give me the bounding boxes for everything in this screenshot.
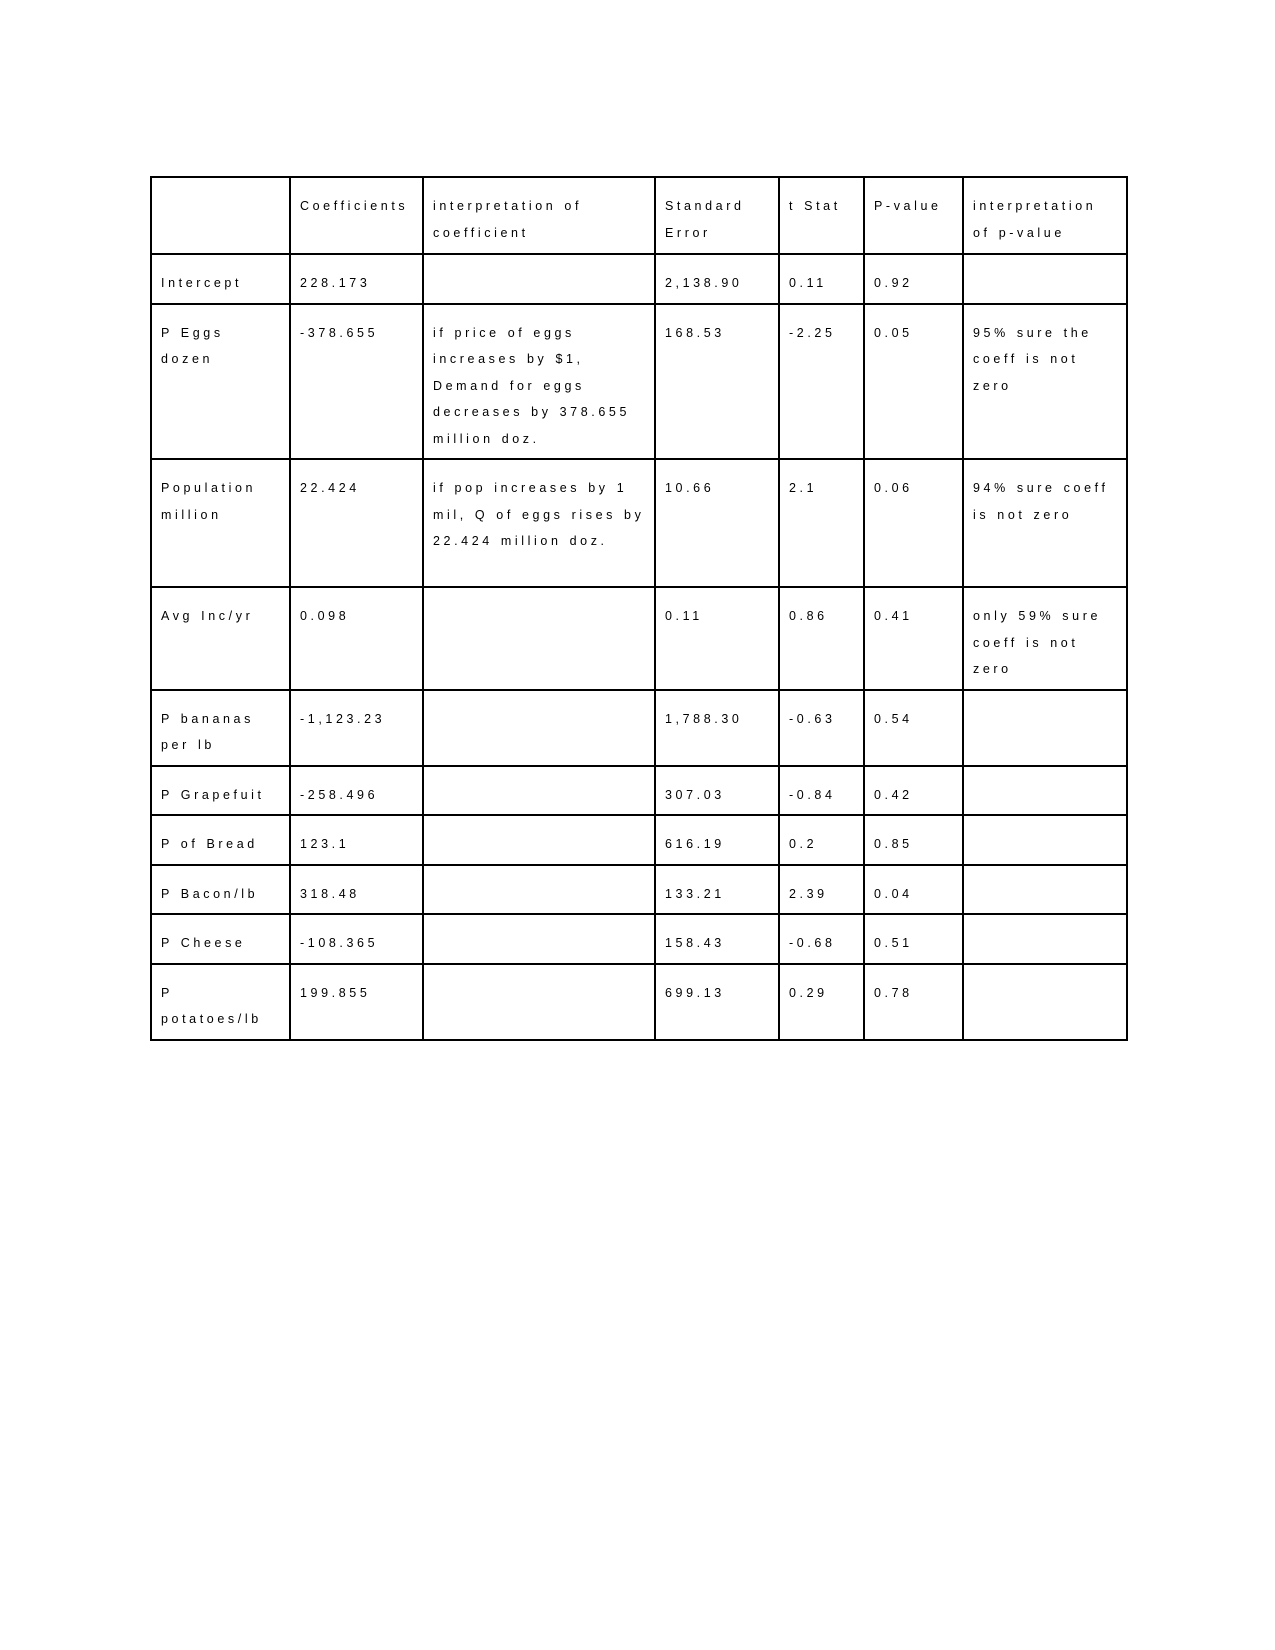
cell-standard-error: 168.53 (655, 304, 779, 460)
table-row (151, 459, 1127, 587)
cell-interpretation (423, 254, 655, 304)
cell-p-interpretation (963, 865, 1127, 915)
header-cell-p-interpretation: interpretation of p-value (963, 177, 1127, 254)
cell-variable: Population million (151, 459, 290, 587)
cell-coefficient: 199.855 (290, 964, 423, 1040)
cell-standard-error: 699.13 (655, 964, 779, 1040)
cell-p-value: 0.41 (864, 587, 963, 690)
cell-p-interpretation (963, 815, 1127, 865)
cell-p-value: 0.04 (864, 865, 963, 915)
cell-p-interpretation (963, 690, 1127, 766)
cell-p-value: 0.92 (864, 254, 963, 304)
table-row (151, 254, 1127, 304)
header-cell-p-value: P-value (864, 177, 963, 254)
cell-standard-error: 133.21 (655, 865, 779, 915)
header-cell-coefficients: Coefficients (290, 177, 423, 254)
cell-interpretation (423, 964, 655, 1040)
cell-variable: Intercept (151, 254, 290, 304)
cell-p-interpretation (963, 254, 1127, 304)
cell-t-stat: -0.63 (779, 690, 864, 766)
cell-variable: Avg Inc/yr (151, 587, 290, 690)
cell-interpretation (423, 690, 655, 766)
cell-coefficient: -108.365 (290, 914, 423, 964)
cell-p-value: 0.05 (864, 304, 963, 460)
cell-coefficient: -378.655 (290, 304, 423, 460)
cell-p-interpretation (963, 914, 1127, 964)
cell-interpretation (423, 865, 655, 915)
cell-t-stat: -0.84 (779, 766, 864, 816)
table-row (151, 304, 1127, 460)
cell-standard-error: 616.19 (655, 815, 779, 865)
cell-t-stat: 0.2 (779, 815, 864, 865)
cell-p-value: 0.06 (864, 459, 963, 587)
cell-variable: P bananas per lb (151, 690, 290, 766)
cell-interpretation (423, 815, 655, 865)
table-row (151, 766, 1127, 816)
cell-variable: P Cheese (151, 914, 290, 964)
cell-coefficient: 123.1 (290, 815, 423, 865)
table-row (151, 914, 1127, 964)
cell-coefficient: 318.48 (290, 865, 423, 915)
cell-variable: P potatoes/lb (151, 964, 290, 1040)
cell-t-stat: 0.11 (779, 254, 864, 304)
cell-interpretation (423, 587, 655, 690)
table-row (151, 587, 1127, 690)
cell-p-value: 0.42 (864, 766, 963, 816)
cell-interpretation (423, 766, 655, 816)
cell-standard-error: 0.11 (655, 587, 779, 690)
cell-standard-error: 307.03 (655, 766, 779, 816)
cell-p-interpretation: only 59% sure coeff is not zero (963, 587, 1127, 690)
cell-coefficient: 0.098 (290, 587, 423, 690)
cell-t-stat: -0.68 (779, 914, 864, 964)
header-cell-interpretation: interpretation of coefficient (423, 177, 655, 254)
header-cell-variable (151, 177, 290, 254)
cell-variable: P of Bread (151, 815, 290, 865)
cell-t-stat: 2.39 (779, 865, 864, 915)
cell-p-interpretation (963, 964, 1127, 1040)
cell-p-interpretation (963, 766, 1127, 816)
cell-standard-error: 10.66 (655, 459, 779, 587)
header-cell-standard-error: Standard Error (655, 177, 779, 254)
cell-standard-error: 2,138.90 (655, 254, 779, 304)
cell-coefficient: 22.424 (290, 459, 423, 587)
cell-coefficient: -1,123.23 (290, 690, 423, 766)
cell-coefficient: -258.496 (290, 766, 423, 816)
cell-interpretation: if pop increases by 1 mil, Q of eggs rises by 22.424 million doz. (423, 459, 655, 587)
header-cell-t-stat: t Stat (779, 177, 864, 254)
cell-standard-error: 1,788.30 (655, 690, 779, 766)
cell-standard-error: 158.43 (655, 914, 779, 964)
cell-p-value: 0.51 (864, 914, 963, 964)
table-header-row (151, 177, 1127, 254)
cell-interpretation: if price of eggs increases by $1, Demand for eggs decreases by 378.655 million doz. (423, 304, 655, 460)
cell-p-interpretation: 95% sure the coeff is not zero (963, 304, 1127, 460)
cell-t-stat: 0.29 (779, 964, 864, 1040)
cell-t-stat: 2.1 (779, 459, 864, 587)
cell-p-interpretation: 94% sure coeff is not zero (963, 459, 1127, 587)
cell-t-stat: 0.86 (779, 587, 864, 690)
cell-t-stat: -2.25 (779, 304, 864, 460)
cell-coefficient: 228.173 (290, 254, 423, 304)
table-row (151, 964, 1127, 1040)
cell-p-value: 0.54 (864, 690, 963, 766)
cell-variable: P Eggs dozen (151, 304, 290, 460)
table-row (151, 815, 1127, 865)
cell-interpretation (423, 914, 655, 964)
document-page (150, 176, 1128, 1041)
cell-variable: P Bacon/lb (151, 865, 290, 915)
cell-p-value: 0.85 (864, 815, 963, 865)
cell-p-value: 0.78 (864, 964, 963, 1040)
table-row (151, 865, 1127, 915)
cell-variable: P Grapefuit (151, 766, 290, 816)
table-row (151, 690, 1127, 766)
regression-table (150, 176, 1128, 1041)
